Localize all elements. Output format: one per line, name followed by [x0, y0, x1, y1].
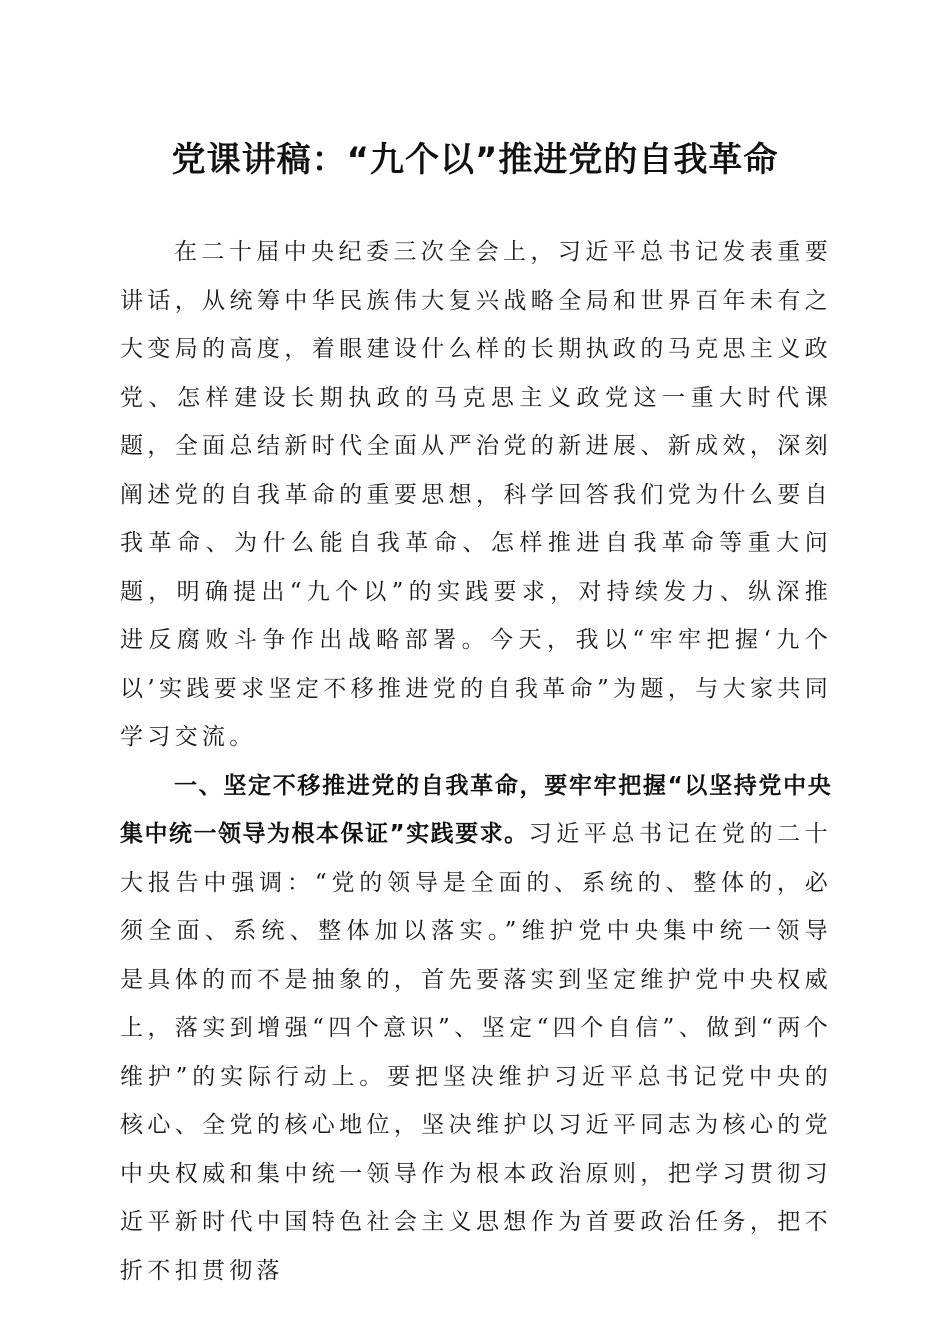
document-body	[120, 228, 832, 1295]
intro-paragraph-text: 在二十届中央纪委三次全会上，习近平总书记发表重要讲话，从统筹中华民族伟大复兴战略全局和世界百年未有之大变局的高度，着眼建设什么样的长期执政的马克思主义政党、怎样建设长期执政的马克思主义政党这一重大时代课题，全面总结新时代全面从严治党的新进展、新成效，深刻阐述党的自我革命的重要思想，科学回答我们党为什么要自我革命、为什么能自我革命、怎样推进自我革命等重大问题，明确提出“九个以”的实践要求，对持续发力、纵深推进反腐败斗争作出战略部署。今天，我以“牢牢把握‘九个以’实践要求坚定不移推进党的自我革命”为题，与大家共同学习交流。	[120, 239, 832, 750]
section-one-paragraph	[120, 762, 832, 1296]
intro-paragraph	[120, 228, 832, 762]
document-title: 党课讲稿：“九个以”推进党的自我革命	[171, 140, 779, 180]
section-one-heading: 一、坚定不移推进党的自我革命，要牢牢把握“以坚持党中央集中统一领导为根本保证”实践要求。	[120, 772, 832, 847]
section-one-text: 习近平总书记在党的二十大报告中强调：“党的领导是全面的、系统的、整体的，必须全面、系统、整体加以落实。”维护党中央集中统一领导是具体的而不是抽象的，首先要落实到坚定维护党中央权威上，落实到增强“四个意识”、坚定“四个自信”、做到“两个维护”的实际行动上。要把坚决维护习近平总书记党中央的核心、全党的核心地位，坚决维护以习近平同志为核心的党中央权威和集中统一领导作为根本政治原则，把学习贯彻习近平新时代中国特色社会主义思想作为首要政治任务，把不折不扣贯彻落	[120, 821, 832, 1284]
